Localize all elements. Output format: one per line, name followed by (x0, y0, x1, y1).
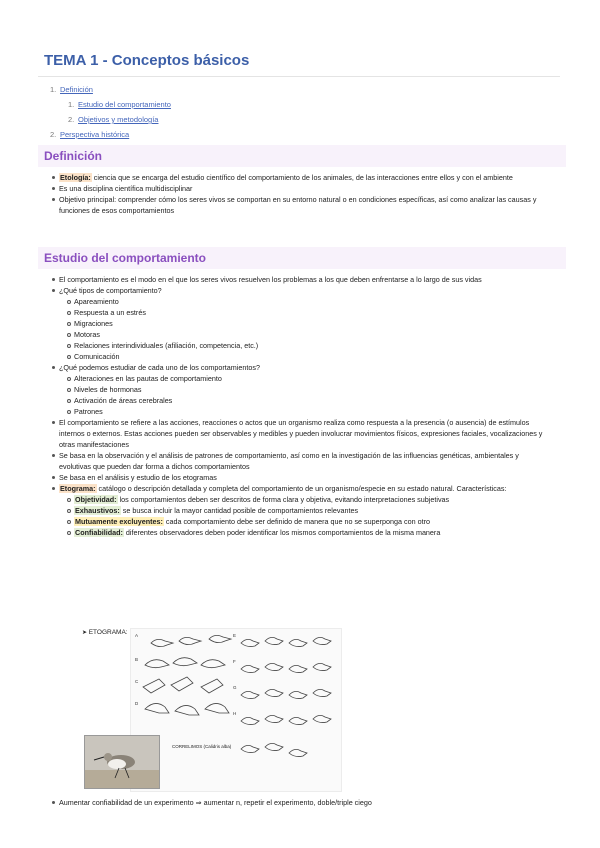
bird-sketch-group-d (145, 703, 229, 715)
figure-letter: H (233, 711, 237, 716)
toc-link[interactable]: Definición (60, 85, 93, 94)
list-item: Es una disciplina científica multidisciplinar (52, 183, 552, 194)
bird-sketch-group-f (241, 663, 331, 672)
list-item: El comportamiento se refiere a las acciones, reacciones o actos que un organismo realiza como respuesta a la presencia (o ausencia) de estímulos internos o externos. Estas acciones pueden ser observables y medibles y pueden involucrar movimientos físicos, expresiones faciales, vocalizaciones y otras manifestaciones (52, 417, 552, 450)
list-item: Motoras (67, 329, 552, 340)
bird-sketch-group-a (151, 635, 231, 646)
caracteristicas-list (59, 494, 552, 538)
bird-posture-illustrations (131, 629, 341, 791)
sanderling-photo (84, 735, 160, 789)
list-item: Comunicación (67, 351, 552, 362)
page-title: TEMA 1 - Conceptos básicos (44, 52, 250, 69)
bird-silhouette (85, 736, 159, 788)
list-item: Etología: ciencia que se encarga del estudio científico del comportamiento de los animales, de las interacciones entre ellos y con el ambiente (52, 172, 552, 183)
etograma-label: ➤ ETOGRAMA: (82, 629, 128, 636)
list-item: Alteraciones en las pautas de comportamiento (67, 373, 552, 384)
table-of-contents (50, 82, 171, 142)
list-item: Migraciones (67, 318, 552, 329)
list-item: Exhaustivos: se busca incluir la mayor cantidad posible de comportamientos relevantes (67, 505, 552, 516)
toc-item-perspectiva[interactable]: 2. Perspectiva histórica (50, 130, 130, 139)
figure-letter: E (233, 633, 237, 638)
list-item: Activación de áreas cerebrales (67, 395, 552, 406)
figure-letter: G (233, 685, 237, 690)
list-item: Patrones (67, 406, 552, 417)
figure-letter: C (135, 679, 139, 684)
figure-letter: A (135, 633, 139, 638)
etogram-figure (130, 628, 342, 792)
toc-item-estudio[interactable]: 1. Estudio del comportamiento (68, 100, 171, 109)
list-item: Objetividad: los comportamientos deben ser descritos de forma clara y objetiva, evitando interpretaciones subjetivas (67, 494, 552, 505)
section-heading-definicion: Definición (38, 145, 566, 167)
figure-letter: F (233, 659, 236, 664)
list-item: El comportamiento es el modo en el que los seres vivos resuelven los problemas a los que deben enfrentarse a lo largo de sus vidas (52, 274, 552, 285)
toc-link[interactable]: Estudio del comportamiento (78, 100, 171, 109)
bird-sketch-group-e (241, 637, 331, 646)
figure-letter: B (135, 657, 139, 662)
photo-caption: CORRELIMOS (Calidris alba) (172, 744, 232, 749)
figure-letter: D (135, 701, 139, 706)
list-item: Aumentar confiabilidad de un experimento ⇒ aumentar n, repetir el experimento, doble/triple ciego (52, 797, 552, 808)
bird-sketch-group-c (143, 677, 223, 693)
toc-link[interactable]: Objetivos y metodología (78, 115, 159, 124)
list-item: Relaciones interindividuales (afiliación, competencia, etc.) (67, 340, 552, 351)
list-item: Respuesta a un estrés (67, 307, 552, 318)
toc-item-definicion[interactable]: 1. Definición (50, 85, 93, 94)
final-list (52, 797, 552, 808)
tipos-list (59, 296, 552, 362)
toc-item-objetivos[interactable]: 2. Objetivos y metodología (68, 115, 159, 124)
section-heading-estudio: Estudio del comportamiento (38, 247, 566, 269)
list-item: ¿Qué tipos de comportamiento? Apareamiento Respuesta a un estrés Migraciones Motoras Relaciones interindividuales (afiliación, competencia, etc.) Comunicación (52, 285, 552, 362)
bird-sketch-group-b (145, 658, 225, 668)
list-item: Confiabilidad: diferentes observadores deben poder identificar los mismos comportamientos de la misma manera (67, 527, 552, 538)
list-item: Etograma: catálogo o descripción detallada y completa del comportamiento de un organismo/especie en su estado natural. Características: Objetividad: los comportamientos deben ser descritos de forma clara y objetiva, evitando interpretaciones subjetivas Exhaustivos: se busca incluir la mayor cantidad posible de comportamientos relevantes Mutuamente excluyentes: cada comportamiento debe ser definido de manera que no se superponga con otro Confiabilidad: diferentes observadores deben poder identificar los mismos comportamientos de la misma manera (52, 483, 552, 538)
toc-link[interactable]: Perspectiva histórica (60, 130, 130, 139)
bird-sketch-group-h (241, 715, 331, 756)
list-item: Mutuamente excluyentes: cada comportamiento debe ser definido de manera que no se superponga con otro (67, 516, 552, 527)
list-item: Se basa en la observación y el análisis de patrones de comportamiento, así como en la investigación de las influencias genéticas, ambientales y evolutivas que pueden dar forma a dichos comportamientos (52, 450, 552, 472)
list-item: Objetivo principal: comprender cómo los seres vivos se comportan en su entorno natural o en condiciones específicas, así como analizar las causas y funciones de esos comportamientos (52, 194, 552, 216)
title-bar (38, 48, 560, 77)
bird-sketch-group-g (241, 689, 331, 698)
list-item: Niveles de hormonas (67, 384, 552, 395)
list-item: Se basa en el análisis y estudio de los etogramas (52, 472, 552, 483)
definicion-list (52, 172, 552, 216)
list-item: Apareamiento (67, 296, 552, 307)
estudiar-list (59, 373, 552, 417)
estudio-list (52, 274, 552, 538)
list-item: ¿Qué podemos estudiar de cada uno de los comportamientos? Alteraciones en las pautas de comportamiento Niveles de hormonas Activación de áreas cerebrales Patrones (52, 362, 552, 417)
